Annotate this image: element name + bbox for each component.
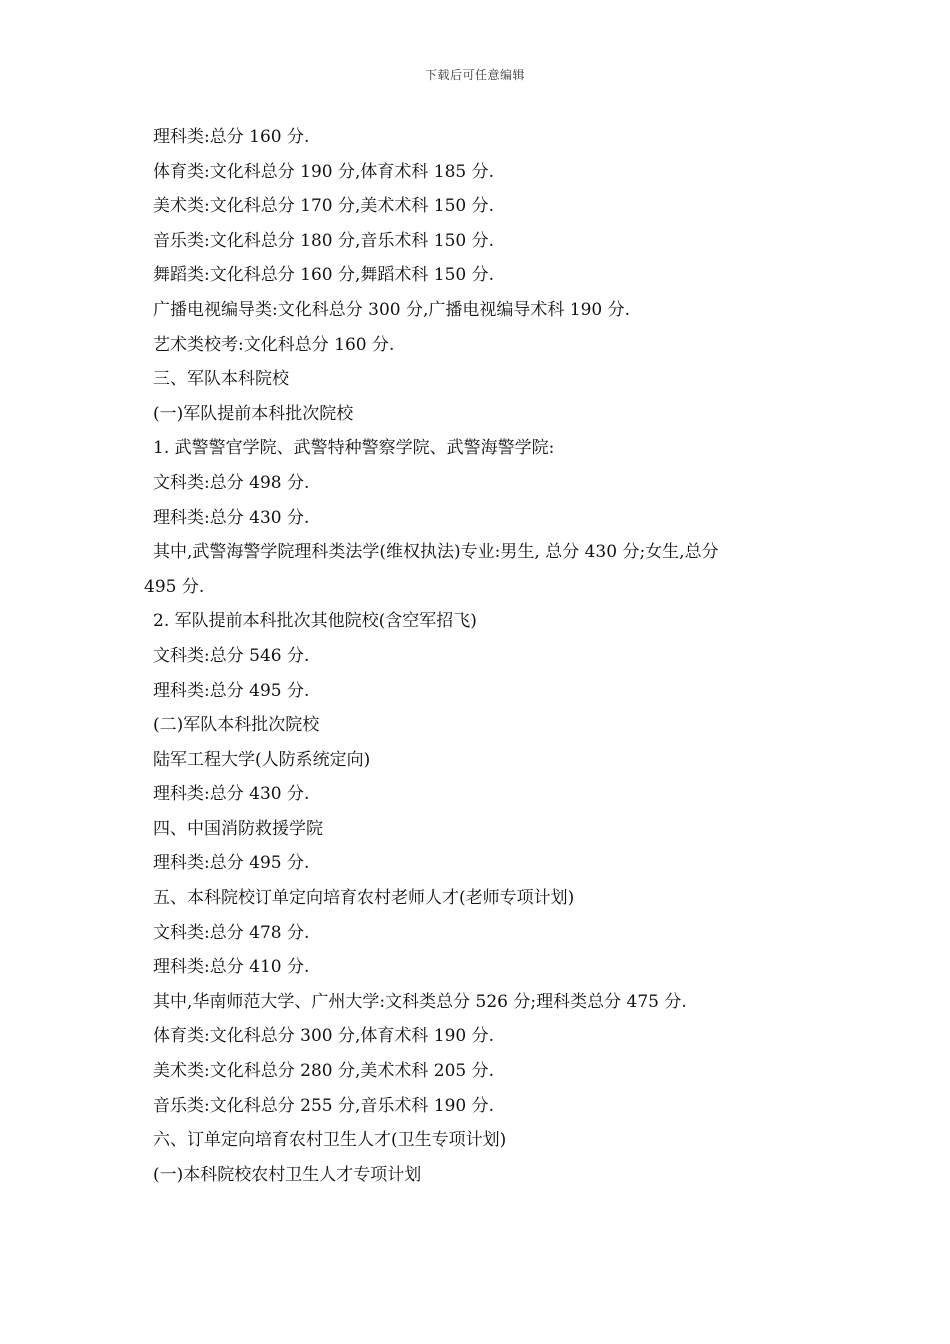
text-line: 文科类:总分 546 分. bbox=[153, 645, 310, 666]
page-header: 下载后可任意编辑 bbox=[424, 68, 525, 82]
section-heading: 三、军队本科院校 bbox=[153, 369, 289, 390]
list-item-heading: 2. 军队提前本科批次其他院校(含空军招飞) bbox=[153, 611, 477, 632]
text-line: 其中,华南师范大学、广州大学:文科类总分 526 分;理科类总分 475 分. bbox=[153, 991, 687, 1012]
text-line: 体育类:文化科总分 190 分,体育术科 185 分. bbox=[153, 161, 495, 182]
text-line: 舞蹈类:文化科总分 160 分,舞蹈术科 150 分. bbox=[153, 265, 495, 286]
text-line: 理科类:总分 430 分. bbox=[153, 507, 310, 528]
list-item-heading: 1. 武警警官学院、武警特种警察学院、武警海警学院: bbox=[153, 438, 555, 459]
text-line: 理科类:总分 430 分. bbox=[153, 784, 310, 805]
section-heading: 五、本科院校订单定向培育农村老师人才(老师专项计划) bbox=[153, 888, 575, 909]
text-line: 美术类:文化科总分 280 分,美术术科 205 分. bbox=[153, 1061, 495, 1082]
text-line: 陆军工程大学(人防系统定向) bbox=[153, 749, 371, 770]
section-heading: 六、订单定向培育农村卫生人才(卫生专项计划) bbox=[153, 1130, 507, 1151]
text-line: 广播电视编导类:文化科总分 300 分,广播电视编导术科 190 分. bbox=[153, 299, 631, 320]
text-line: 体育类:文化科总分 300 分,体育术科 190 分. bbox=[153, 1026, 495, 1047]
text-line: 理科类:总分 410 分. bbox=[153, 957, 310, 978]
text-line: 理科类:总分 495 分. bbox=[153, 680, 310, 701]
subsection-heading: (二)军队本科批次院校 bbox=[153, 715, 320, 736]
document-body bbox=[144, 120, 824, 1192]
text-line: 文科类:总分 478 分. bbox=[153, 922, 310, 943]
text-line: 文科类:总分 498 分. bbox=[153, 472, 310, 493]
subsection-heading: (一)军队提前本科批次院校 bbox=[153, 403, 354, 424]
subsection-heading: (一)本科院校农村卫生人才专项计划 bbox=[153, 1164, 422, 1185]
text-line: 音乐类:文化科总分 255 分,音乐术科 190 分. bbox=[153, 1095, 495, 1116]
text-line: 艺术类校考:文化科总分 160 分. bbox=[153, 334, 395, 355]
text-line-continuation: 495 分. bbox=[144, 576, 205, 597]
section-heading: 四、中国消防救援学院 bbox=[153, 818, 323, 839]
text-line: 音乐类:文化科总分 180 分,音乐术科 150 分. bbox=[153, 230, 495, 251]
text-line: 美术类:文化科总分 170 分,美术术科 150 分. bbox=[153, 196, 495, 217]
text-line: 其中,武警海警学院理科类法学(维权执法)专业:男生, 总分 430 分;女生,总分 bbox=[153, 542, 719, 563]
text-line: 理科类:总分 160 分. bbox=[153, 127, 310, 147]
text-line: 理科类:总分 495 分. bbox=[153, 853, 310, 874]
